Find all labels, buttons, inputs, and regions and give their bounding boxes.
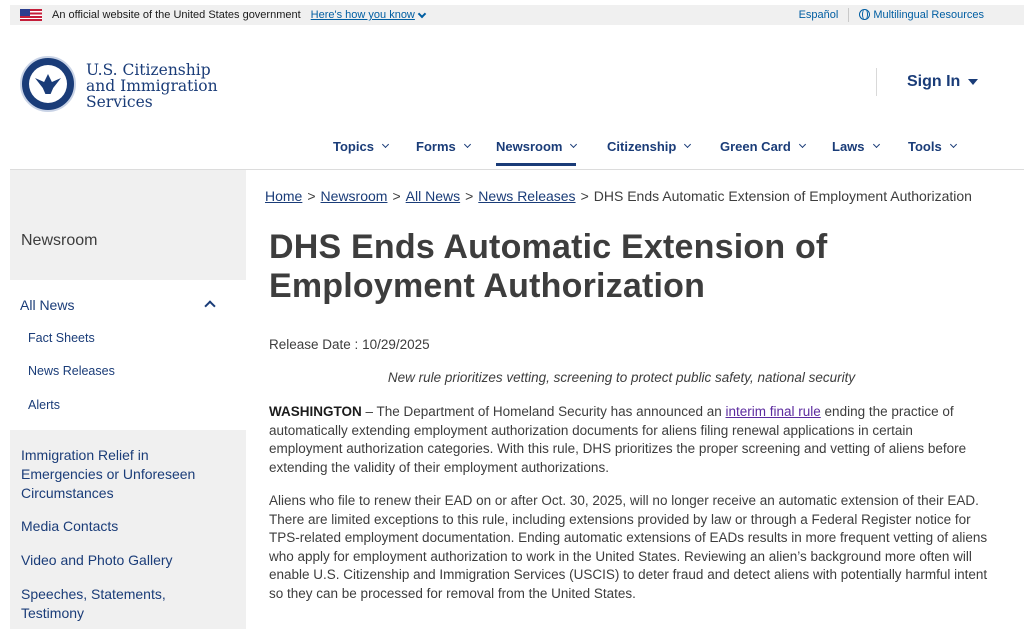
sidebar (10, 170, 246, 629)
page-title: DHS Ends Automatic Extension of Employment Authorization (269, 228, 828, 305)
divider (848, 8, 849, 22)
dhs-seal-logo[interactable] (20, 56, 76, 112)
globe-icon (859, 9, 870, 20)
nav-citizenship-label[interactable]: Citizenship (607, 138, 677, 154)
nav-laws[interactable] (832, 135, 879, 157)
sidebar-item-immigration-relief[interactable]: Immigration Relief in Emergencies or Unforeseen Circumstances (21, 447, 196, 501)
nav-forms-label[interactable]: Forms (416, 138, 456, 154)
article-subtitle: New rule prioritizes vetting, screening to protect public safety, national security (387, 370, 856, 385)
chevron-down-icon (570, 141, 577, 148)
chevron-down-icon (799, 141, 806, 148)
sign-in-button[interactable] (876, 68, 978, 96)
nav-tools-label[interactable]: Tools (908, 138, 942, 154)
nav-tools[interactable] (908, 135, 956, 157)
breadcrumb-separator: > (580, 188, 589, 204)
sidebar-item-speeches[interactable]: Speeches, Statements, Testimony (21, 586, 166, 621)
logo-line-2: and Immigration (86, 77, 218, 95)
sidebar-item-alerts[interactable]: Alerts (28, 398, 60, 412)
sidebar-title[interactable]: Newsroom (21, 232, 98, 249)
release-date-label: Release Date : (269, 337, 359, 352)
paragraph-1-text-a: – The Department of Homeland Security has announced an (361, 404, 726, 419)
agency-name-logo[interactable] (86, 62, 218, 110)
breadcrumb (265, 188, 972, 204)
sidebar-item-video-photo-gallery[interactable]: Video and Photo Gallery (21, 552, 173, 568)
language-links (799, 8, 984, 22)
nav-topics-label[interactable]: Topics (333, 138, 374, 154)
gov-banner (10, 5, 1024, 25)
chevron-down-icon (950, 141, 957, 148)
us-flag-icon (20, 9, 42, 21)
caret-down-icon (968, 79, 978, 85)
espanol-link[interactable]: Español (798, 9, 839, 21)
chevron-down-icon (684, 141, 691, 148)
nav-green-card[interactable] (720, 135, 805, 157)
gov-banner-text: An official website of the United States government (52, 9, 301, 21)
logo-line-3: Services (86, 93, 153, 111)
dateline: WASHINGTON (269, 404, 362, 419)
sidebar-item-fact-sheets[interactable]: Fact Sheets (28, 331, 95, 345)
nav-laws-label[interactable]: Laws (832, 138, 865, 154)
nav-newsroom[interactable] (496, 135, 576, 157)
breadcrumb-newsroom[interactable]: Newsroom (320, 188, 388, 204)
sidebar-expanded-section (10, 280, 246, 430)
sidebar-header (10, 170, 246, 280)
breadcrumb-current: DHS Ends Automatic Extension of Employment Authorization (593, 188, 972, 204)
article-paragraph-1 (269, 403, 989, 477)
eagle-icon (35, 74, 61, 94)
heres-how-you-know-label[interactable]: Here's how you know (310, 9, 415, 21)
release-date-value: 10/29/2025 (362, 337, 430, 352)
nav-newsroom-label[interactable]: Newsroom (496, 138, 563, 154)
chevron-down-icon (418, 9, 426, 17)
nav-topics[interactable] (333, 135, 388, 157)
nav-forms[interactable] (416, 135, 470, 157)
sidebar-item-media-contacts[interactable]: Media Contacts (21, 518, 119, 534)
breadcrumb-all-news[interactable]: All News (405, 188, 461, 204)
chevron-down-icon (464, 141, 471, 148)
nav-green-card-label[interactable]: Green Card (720, 138, 791, 154)
breadcrumb-news-releases[interactable]: News Releases (478, 188, 576, 204)
paragraph-1-text-b: ending the practice of automatically extending employment authorization documents for aliens filing renewal applications in certain employment authorization categories. With this rule, DHS prioritizes the proper screening and vetting of aliens before extending the validity of their employment authorizations. (269, 404, 967, 475)
interim-final-rule-link[interactable]: interim final rule (725, 404, 821, 419)
breadcrumb-separator: > (307, 188, 316, 204)
sign-in-label[interactable]: Sign In (907, 73, 961, 90)
multilingual-label[interactable]: Multilingual Resources (873, 9, 984, 21)
chevron-down-icon (382, 141, 389, 148)
release-date (269, 337, 430, 352)
sidebar-item-news-releases[interactable]: News Releases (28, 364, 115, 378)
main-navigation (0, 130, 1024, 170)
chevron-up-icon[interactable] (204, 300, 215, 311)
chevron-down-icon (872, 141, 879, 148)
heres-how-you-know-link[interactable] (311, 9, 425, 21)
sidebar-item-all-news[interactable]: All News (20, 297, 75, 313)
article-paragraph-2: Aliens who file to renew their EAD on or after Oct. 30, 2025, will no longer receive an automatic extension of their EAD. There are limited exceptions to this rule, including extensions provided by law or through a Federal Register notice for TPS-related employment documentation. Ending automatic extensions of EADs results in more frequent vetting of aliens who apply for employment authorization to work in the United States. Reviewing an alien’s background more often will enable U.S. Citizenship and Immigration Services (USCIS) to deter fraud and detect aliens with potentially harmful intent so they can be processed for removal from the United States. (269, 493, 988, 601)
nav-citizenship[interactable] (607, 135, 690, 157)
logo-line-1: U.S. Citizenship (86, 61, 211, 79)
multilingual-resources-link[interactable] (859, 9, 984, 21)
breadcrumb-home[interactable]: Home (265, 188, 303, 204)
seal-inner (29, 65, 67, 103)
breadcrumb-separator: > (392, 188, 401, 204)
breadcrumb-separator: > (465, 188, 474, 204)
